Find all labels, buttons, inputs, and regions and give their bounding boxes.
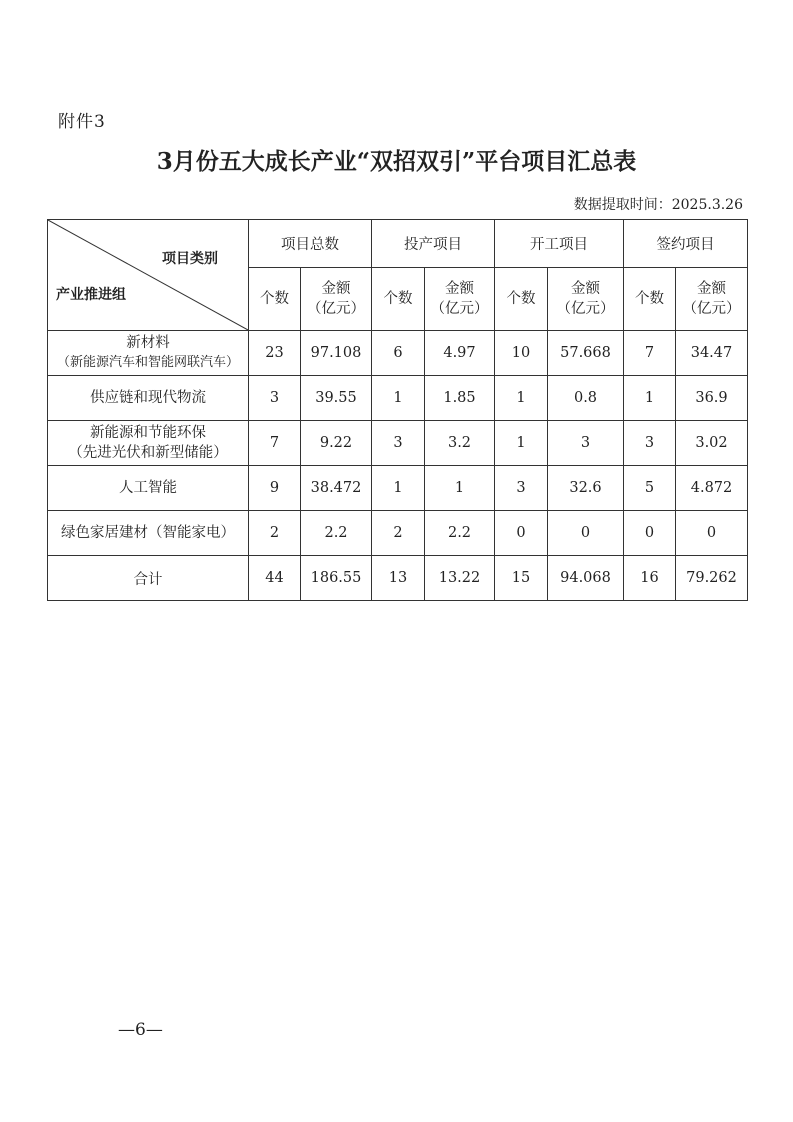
total-amount: 186.55 [301, 556, 372, 601]
row-category: 新材料 （新能源汽车和智能网联汽车） [48, 331, 249, 376]
cell-total-amount: 2.2 [301, 511, 372, 556]
cell-construction-count: 0 [495, 511, 548, 556]
total-row [48, 556, 748, 601]
cell-construction-amount: 3 [548, 421, 624, 466]
data-extract-time: 数据提取时间：2025.3.26 [573, 197, 743, 213]
cell-total-amount: 97.108 [301, 331, 372, 376]
header-group-label: 产业推进组 [56, 287, 126, 303]
table-row [48, 331, 748, 376]
total-count: 44 [249, 556, 301, 601]
total-construction-count: 15 [495, 556, 548, 601]
header-category-label: 项目类别 [162, 251, 218, 267]
row-category: 绿色家居建材（智能家电） [48, 511, 249, 556]
sub-header-count: 个数 [372, 268, 425, 331]
header-signed-projects: 签约项目 [624, 220, 748, 268]
cell-total-amount: 9.22 [301, 421, 372, 466]
header-production-projects: 投产项目 [372, 220, 495, 268]
cell-production-amount: 2.2 [425, 511, 495, 556]
row-category: 新能源和节能环保 （先进光伏和新型储能） [48, 421, 249, 466]
cell-signed-count: 0 [624, 511, 676, 556]
cell-total-count: 9 [249, 466, 301, 511]
sub-header-amount: 金额 （亿元） [548, 268, 624, 331]
project-summary-table [47, 219, 748, 601]
cell-total-count: 7 [249, 421, 301, 466]
cell-construction-amount: 0.8 [548, 376, 624, 421]
cell-total-amount: 38.472 [301, 466, 372, 511]
total-signed-amount: 79.262 [676, 556, 748, 601]
sub-header-amount: 金额 （亿元） [425, 268, 495, 331]
cell-total-count: 23 [249, 331, 301, 376]
document-title: 3月份五大成长产业“双招双引”平台项目汇总表 [156, 148, 637, 175]
cell-construction-amount: 0 [548, 511, 624, 556]
cell-construction-amount: 32.6 [548, 466, 624, 511]
total-label: 合计 [48, 556, 249, 601]
cell-production-amount: 1 [425, 466, 495, 511]
page-number: —6— [118, 1020, 163, 1040]
cell-construction-count: 10 [495, 331, 548, 376]
row-category: 人工智能 [48, 466, 249, 511]
attachment-label: 附件3 [58, 112, 106, 132]
sub-header-amount: 金额 （亿元） [301, 268, 372, 331]
cell-construction-count: 1 [495, 376, 548, 421]
header-construction-projects: 开工项目 [495, 220, 624, 268]
header-row-groups [48, 220, 748, 268]
cell-production-amount: 3.2 [425, 421, 495, 466]
cell-construction-count: 3 [495, 466, 548, 511]
cell-signed-count: 1 [624, 376, 676, 421]
cell-signed-amount: 0 [676, 511, 748, 556]
cell-construction-amount: 57.668 [548, 331, 624, 376]
cell-total-amount: 39.55 [301, 376, 372, 421]
table-row [48, 421, 748, 466]
total-production-amount: 13.22 [425, 556, 495, 601]
cell-signed-amount: 4.872 [676, 466, 748, 511]
row-category: 供应链和现代物流 [48, 376, 249, 421]
sub-header-count: 个数 [249, 268, 301, 331]
cell-production-count: 1 [372, 466, 425, 511]
table-row [48, 466, 748, 511]
cell-production-count: 2 [372, 511, 425, 556]
diagonal-line [48, 220, 248, 330]
diagonal-header-cell [48, 220, 249, 331]
sub-header-count: 个数 [624, 268, 676, 331]
cell-production-amount: 4.97 [425, 331, 495, 376]
cell-production-count: 1 [372, 376, 425, 421]
total-construction-amount: 94.068 [548, 556, 624, 601]
cell-signed-count: 5 [624, 466, 676, 511]
cell-total-count: 2 [249, 511, 301, 556]
cell-total-count: 3 [249, 376, 301, 421]
total-production-count: 13 [372, 556, 425, 601]
cell-construction-count: 1 [495, 421, 548, 466]
table-row [48, 376, 748, 421]
cell-production-count: 3 [372, 421, 425, 466]
sub-header-amount: 金额 （亿元） [676, 268, 748, 331]
table-row [48, 511, 748, 556]
sub-header-count: 个数 [495, 268, 548, 331]
cell-signed-amount: 3.02 [676, 421, 748, 466]
header-total-projects: 项目总数 [249, 220, 372, 268]
total-signed-count: 16 [624, 556, 676, 601]
cell-production-amount: 1.85 [425, 376, 495, 421]
cell-signed-count: 7 [624, 331, 676, 376]
cell-signed-count: 3 [624, 421, 676, 466]
cell-signed-amount: 36.9 [676, 376, 748, 421]
cell-production-count: 6 [372, 331, 425, 376]
cell-signed-amount: 34.47 [676, 331, 748, 376]
